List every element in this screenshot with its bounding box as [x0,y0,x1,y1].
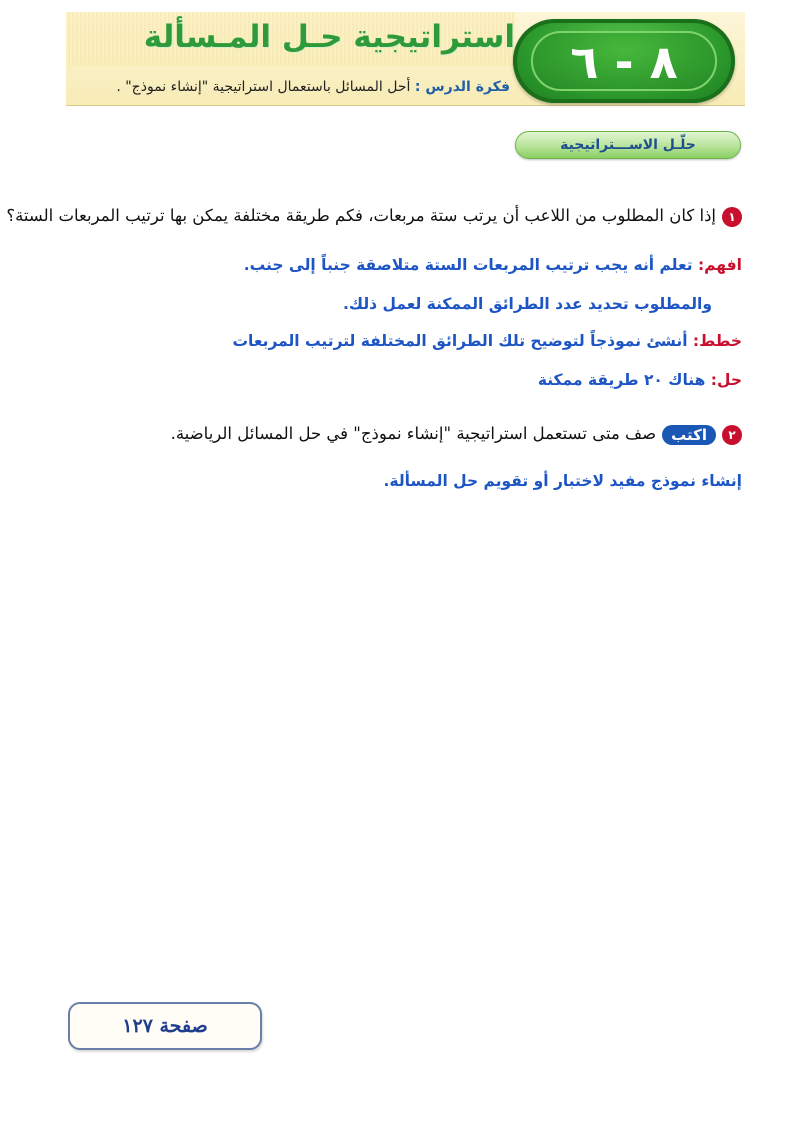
plan-label: خطط: [692,332,742,350]
understand-text: تعلم أنه يجب ترتيب المربعات الستة متلاصقة جنباً إلى جنب. [243,256,698,274]
question-2-answer: إنشاء نموذج مفيد لاختبار أو تقويم حل المسألة. [383,472,742,490]
question-1-text: إذا كان المطلوب من اللاعب أن يرتب ستة مربعات، فكم طريقة مختلفة يمكن بها ترتيب المربعات الستة؟ [6,206,716,225]
question-2 [171,420,742,448]
strategy-analysis-label: حلّـل الاســـتراتيجية [560,137,696,153]
lesson-idea [70,76,510,98]
answer-plan [232,329,742,353]
lesson-number-badge-inner [531,31,717,91]
lesson-idea-text: أحل المسائل باستعمال استراتيجية "إنشاء نموذج" . [116,79,415,95]
question-1 [6,202,742,230]
plan-text: أنشئ نموذجاً لتوضيح تلك الطرائق المختلفة لترتيب المربعات [232,332,693,350]
lesson-idea-label: فكرة الدرس : [414,79,510,95]
solve-label: حل: [710,371,742,389]
solve-text: هناك ٢٠ طريقة ممكنة [537,371,711,389]
question-1-number: ١ [722,207,742,227]
answer-understand [244,253,742,277]
page-number-box [68,1002,262,1050]
lesson-number: ٨ - ٦ [570,35,678,89]
lesson-title: استراتيجية حـل المـسألة [143,19,515,55]
lesson-number-badge [513,19,735,103]
answer-required [343,292,712,316]
page-number: صفحة ١٢٧ [122,1015,208,1037]
answer-question-2 [384,469,742,493]
question-2-number: ٢ [722,425,742,445]
answer-solve [538,368,742,392]
understand-label: افهم: [697,256,742,274]
question-2-text: صف متى تستعمل استراتيجية "إنشاء نموذج" في حل المسائل الرياضية. [170,424,657,443]
lesson-header-banner [66,12,745,106]
write-tag: اكتب [662,425,716,445]
strategy-analysis-pill [515,131,741,159]
required-text: والمطلوب تحديد عدد الطرائق الممكنة لعمل ذلك. [343,295,712,313]
